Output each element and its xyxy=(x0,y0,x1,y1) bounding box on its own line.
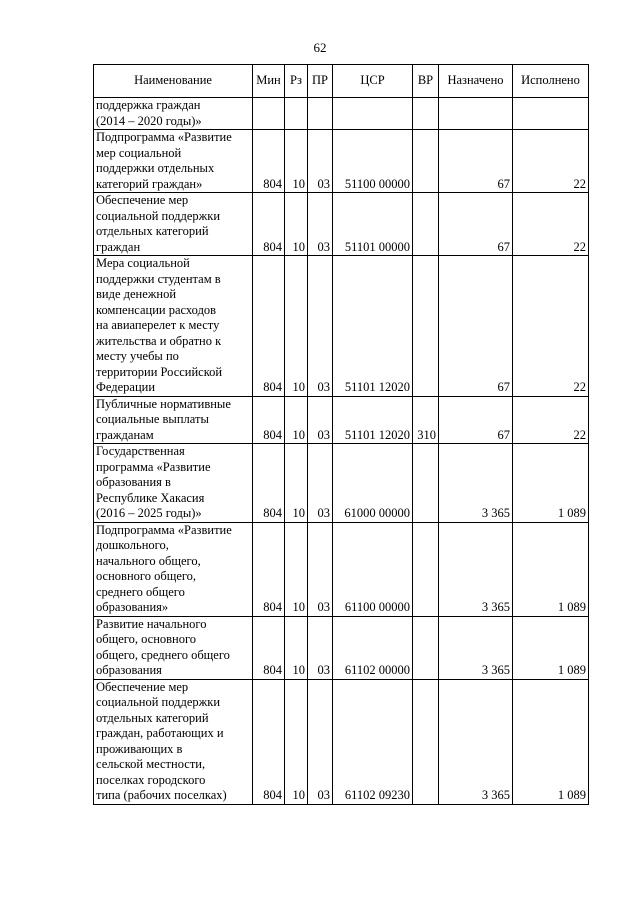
cell-pr: 03 xyxy=(308,522,333,616)
cell-rz: 10 xyxy=(285,256,308,397)
column-header-naznacheno: Назначено xyxy=(439,65,513,98)
column-header-vr: ВР xyxy=(413,65,439,98)
cell-naznacheno: 3 365 xyxy=(439,522,513,616)
table-row xyxy=(94,193,589,256)
cell-min: 804 xyxy=(253,256,285,397)
cell-min: 804 xyxy=(253,616,285,679)
cell-pr: 03 xyxy=(308,679,333,804)
cell-name: Обеспечение мер социальной поддержки отдельных категорий граждан xyxy=(94,193,253,256)
cell-ispolneno: 22 xyxy=(513,256,589,397)
cell-pr: 03 xyxy=(308,130,333,193)
column-header-name: Наименование xyxy=(94,65,253,98)
cell-pr xyxy=(308,98,333,130)
table-row xyxy=(94,444,589,523)
cell-csr: 51101 12020 xyxy=(333,256,413,397)
cell-rz: 10 xyxy=(285,616,308,679)
page-number: 62 xyxy=(313,40,327,55)
cell-min: 804 xyxy=(253,679,285,804)
cell-pr: 03 xyxy=(308,193,333,256)
cell-naznacheno: 67 xyxy=(439,396,513,444)
cell-vr xyxy=(413,616,439,679)
cell-rz xyxy=(285,98,308,130)
cell-csr: 61000 00000 xyxy=(333,444,413,523)
cell-ispolneno: 22 xyxy=(513,396,589,444)
cell-min: 804 xyxy=(253,444,285,523)
cell-name: Подпрограмма «Развитие мер социальной поддержки отдельных категорий граждан» xyxy=(94,130,253,193)
cell-min: 804 xyxy=(253,130,285,193)
cell-rz: 10 xyxy=(285,679,308,804)
budget-table xyxy=(93,64,589,805)
cell-pr: 03 xyxy=(308,256,333,397)
cell-csr: 61102 00000 xyxy=(333,616,413,679)
column-header-min: Мин xyxy=(253,65,285,98)
table-row xyxy=(94,130,589,193)
cell-min: 804 xyxy=(253,522,285,616)
cell-naznacheno: 3 365 xyxy=(439,444,513,523)
cell-vr xyxy=(413,444,439,523)
cell-ispolneno xyxy=(513,98,589,130)
table-row xyxy=(94,98,589,130)
column-header-csr: ЦСР xyxy=(333,65,413,98)
cell-name: Публичные нормативные социальные выплаты гражданам xyxy=(94,396,253,444)
cell-name: Обеспечение мер социальной поддержки отдельных категорий граждан, работающих и проживающих в сельской местности, поселках городского типа (рабочих поселках) xyxy=(94,679,253,804)
cell-vr xyxy=(413,130,439,193)
cell-naznacheno: 3 365 xyxy=(439,616,513,679)
cell-vr xyxy=(413,679,439,804)
column-header-rz: Рз xyxy=(285,65,308,98)
cell-name: Государственная программа «Развитие образования в Республике Хакасия (2016 – 2025 годы)» xyxy=(94,444,253,523)
cell-naznacheno: 67 xyxy=(439,256,513,397)
cell-ispolneno: 1 089 xyxy=(513,444,589,523)
cell-rz: 10 xyxy=(285,396,308,444)
cell-name: Подпрограмма «Развитие дошкольного, начального общего, основного общего, среднего общего образования» xyxy=(94,522,253,616)
cell-min: 804 xyxy=(253,396,285,444)
cell-pr: 03 xyxy=(308,396,333,444)
cell-name: Мера социальной поддержки студентам в виде денежной компенсации расходов на авиаперелет к месту жительства и обратно к месту учебы по территории Российской Федерации xyxy=(94,256,253,397)
table-row xyxy=(94,679,589,804)
cell-vr xyxy=(413,256,439,397)
cell-ispolneno: 1 089 xyxy=(513,679,589,804)
cell-csr xyxy=(333,98,413,130)
cell-vr: 310 xyxy=(413,396,439,444)
column-header-pr: ПР xyxy=(308,65,333,98)
cell-ispolneno: 1 089 xyxy=(513,522,589,616)
cell-csr: 51101 00000 xyxy=(333,193,413,256)
cell-rz: 10 xyxy=(285,130,308,193)
cell-csr: 61102 09230 xyxy=(333,679,413,804)
cell-pr: 03 xyxy=(308,616,333,679)
cell-naznacheno: 67 xyxy=(439,130,513,193)
cell-min: 804 xyxy=(253,193,285,256)
cell-csr: 51100 00000 xyxy=(333,130,413,193)
cell-min xyxy=(253,98,285,130)
cell-csr: 61100 00000 xyxy=(333,522,413,616)
table-row xyxy=(94,522,589,616)
cell-name: поддержка граждан (2014 – 2020 годы)» xyxy=(94,98,253,130)
cell-naznacheno: 67 xyxy=(439,193,513,256)
cell-naznacheno xyxy=(439,98,513,130)
cell-ispolneno: 22 xyxy=(513,130,589,193)
column-header-ispolneno: Исполнено xyxy=(513,65,589,98)
cell-csr: 51101 12020 xyxy=(333,396,413,444)
cell-rz: 10 xyxy=(285,444,308,523)
cell-rz: 10 xyxy=(285,522,308,616)
cell-pr: 03 xyxy=(308,444,333,523)
table-row xyxy=(94,396,589,444)
table-row xyxy=(94,616,589,679)
cell-rz: 10 xyxy=(285,193,308,256)
cell-name: Развитие начального общего, основного общего, среднего общего образования xyxy=(94,616,253,679)
cell-ispolneno: 22 xyxy=(513,193,589,256)
cell-vr xyxy=(413,98,439,130)
cell-ispolneno: 1 089 xyxy=(513,616,589,679)
cell-vr xyxy=(413,193,439,256)
table-header-row xyxy=(94,65,589,98)
table-row xyxy=(94,256,589,397)
cell-naznacheno: 3 365 xyxy=(439,679,513,804)
cell-vr xyxy=(413,522,439,616)
